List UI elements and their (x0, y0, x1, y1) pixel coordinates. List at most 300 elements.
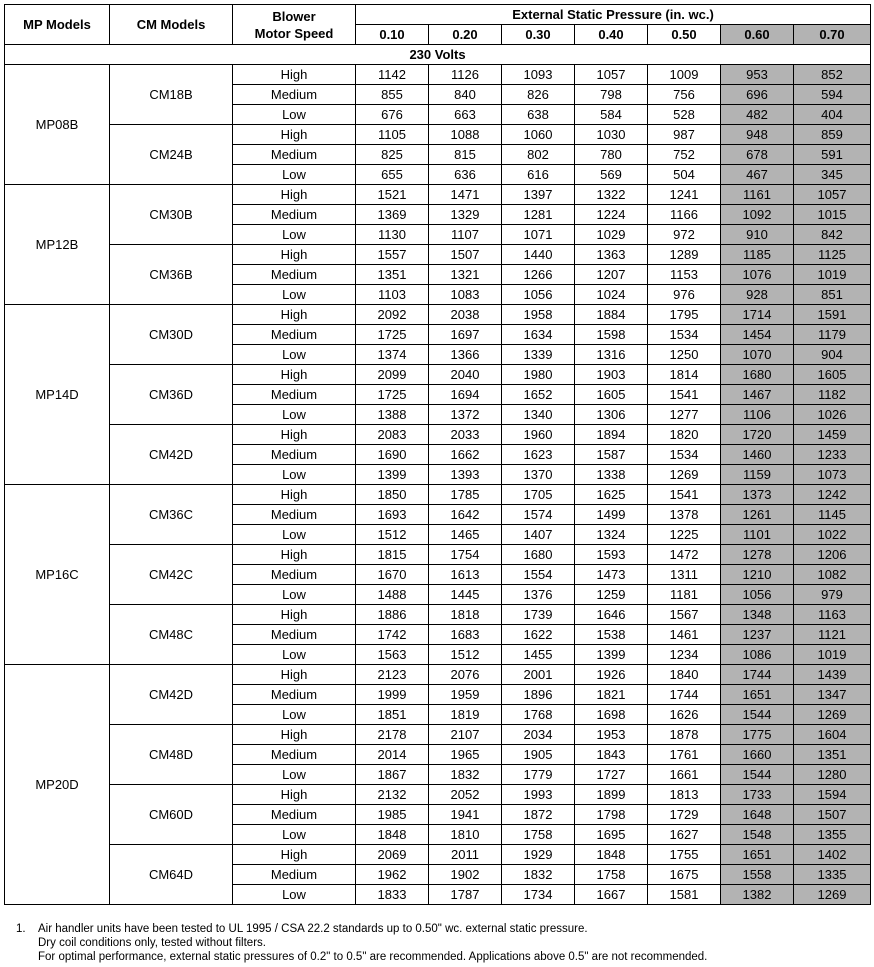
airflow-value-cell: 1554 (502, 565, 575, 585)
blower-speed-cell: Medium (233, 325, 356, 345)
airflow-value-cell: 1340 (502, 405, 575, 425)
airflow-value-cell: 1488 (356, 585, 429, 605)
airflow-value-cell: 1929 (502, 845, 575, 865)
airflow-value-cell: 1563 (356, 645, 429, 665)
airflow-value-cell: 1962 (356, 865, 429, 885)
airflow-value-cell: 1103 (356, 285, 429, 305)
airflow-value-cell: 528 (648, 105, 721, 125)
blower-speed-cell: High (233, 545, 356, 565)
airflow-value-cell: 1210 (721, 565, 794, 585)
header-external-static-pressure: External Static Pressure (in. wc.) (356, 5, 871, 25)
airflow-value-cell: 1534 (648, 445, 721, 465)
airflow-value-cell: 1725 (356, 385, 429, 405)
airflow-value-cell: 1355 (794, 825, 871, 845)
airflow-value-cell: 1233 (794, 445, 871, 465)
airflow-value-cell: 1714 (721, 305, 794, 325)
airflow-value-cell: 1125 (794, 245, 871, 265)
airflow-value-cell: 1322 (575, 185, 648, 205)
airflow-value-cell: 1899 (575, 785, 648, 805)
table-row (5, 605, 871, 625)
airflow-value-cell: 1758 (502, 825, 575, 845)
airflow-value-cell: 1958 (502, 305, 575, 325)
airflow-value-cell: 1071 (502, 225, 575, 245)
table-row (5, 245, 871, 265)
airflow-value-cell: 1541 (648, 385, 721, 405)
airflow-value-cell: 1821 (575, 685, 648, 705)
section-row (5, 45, 871, 65)
table-row (5, 365, 871, 385)
airflow-value-cell: 1086 (721, 645, 794, 665)
blower-speed-cell: High (233, 605, 356, 625)
airflow-value-cell: 1985 (356, 805, 429, 825)
airflow-value-cell: 2001 (502, 665, 575, 685)
airflow-value-cell: 1820 (648, 425, 721, 445)
airflow-value-cell: 1057 (575, 65, 648, 85)
airflow-value-cell: 1335 (794, 865, 871, 885)
table-row (5, 785, 871, 805)
airflow-value-cell: 1142 (356, 65, 429, 85)
blower-speed-cell: High (233, 665, 356, 685)
airflow-value-cell: 1512 (429, 645, 502, 665)
airflow-value-cell: 1832 (502, 865, 575, 885)
airflow-value-cell: 1181 (648, 585, 721, 605)
airflow-value-cell: 1848 (356, 825, 429, 845)
airflow-value-cell: 756 (648, 85, 721, 105)
airflow-value-cell: 1507 (794, 805, 871, 825)
airflow-value-cell: 1558 (721, 865, 794, 885)
airflow-value-cell: 1121 (794, 625, 871, 645)
pressure-header: 0.30 (502, 25, 575, 45)
table-row (5, 65, 871, 85)
airflow-value-cell: 859 (794, 125, 871, 145)
airflow-value-cell: 1694 (429, 385, 502, 405)
airflow-value-cell: 1695 (575, 825, 648, 845)
cm-model-cell: CM42C (110, 545, 233, 605)
airflow-value-cell: 1754 (429, 545, 502, 565)
blower-speed-cell: Low (233, 465, 356, 485)
airflow-value-cell: 1814 (648, 365, 721, 385)
airflow-value-cell: 1626 (648, 705, 721, 725)
airflow-value-cell: 1651 (721, 845, 794, 865)
table-row (5, 125, 871, 145)
airflow-value-cell: 696 (721, 85, 794, 105)
blower-speed-cell: Low (233, 225, 356, 245)
airflow-value-cell: 1185 (721, 245, 794, 265)
airflow-value-cell: 1642 (429, 505, 502, 525)
airflow-value-cell: 2052 (429, 785, 502, 805)
airflow-value-cell: 1316 (575, 345, 648, 365)
airflow-value-cell: 1093 (502, 65, 575, 85)
airflow-value-cell: 1833 (356, 885, 429, 905)
airflow-value-cell: 1393 (429, 465, 502, 485)
airflow-value-cell: 1439 (794, 665, 871, 685)
airflow-value-cell: 1153 (648, 265, 721, 285)
blower-speed-cell: High (233, 785, 356, 805)
header-cm-models: CM Models (110, 5, 233, 45)
airflow-value-cell: 1662 (429, 445, 502, 465)
airflow-value-cell: 1953 (575, 725, 648, 745)
airflow-value-cell: 1768 (502, 705, 575, 725)
airflow-value-cell: 1598 (575, 325, 648, 345)
mp-model-cell: MP08B (5, 65, 110, 185)
blower-speed-cell: Low (233, 585, 356, 605)
airflow-value-cell: 1591 (794, 305, 871, 325)
airflow-value-cell: 780 (575, 145, 648, 165)
airflow-value-cell: 1761 (648, 745, 721, 765)
blower-speed-cell: High (233, 305, 356, 325)
airflow-value-cell: 1070 (721, 345, 794, 365)
airflow-value-cell: 1266 (502, 265, 575, 285)
airflow-value-cell: 1092 (721, 205, 794, 225)
airflow-value-cell: 1843 (575, 745, 648, 765)
airflow-value-cell: 752 (648, 145, 721, 165)
airflow-value-cell: 1605 (794, 365, 871, 385)
table-row (5, 725, 871, 745)
airflow-value-cell: 1370 (502, 465, 575, 485)
airflow-value-cell: 1832 (429, 765, 502, 785)
airflow-value-cell: 1407 (502, 525, 575, 545)
airflow-value-cell: 1130 (356, 225, 429, 245)
airflow-value-cell: 504 (648, 165, 721, 185)
blower-speed-cell: Medium (233, 85, 356, 105)
blower-speed-cell: High (233, 725, 356, 745)
airflow-value-cell: 1445 (429, 585, 502, 605)
airflow-value-cell: 1959 (429, 685, 502, 705)
airflow-value-cell: 1755 (648, 845, 721, 865)
header-mp-models: MP Models (5, 5, 110, 45)
airflow-value-cell: 1454 (721, 325, 794, 345)
blower-speed-cell: High (233, 845, 356, 865)
blower-speed-cell: Medium (233, 445, 356, 465)
cm-model-cell: CM48D (110, 725, 233, 785)
table-row (5, 545, 871, 565)
airflow-value-cell: 2038 (429, 305, 502, 325)
airflow-value-cell: 855 (356, 85, 429, 105)
blower-speed-cell: Low (233, 525, 356, 545)
airflow-value-cell: 1269 (794, 885, 871, 905)
airflow-value-cell: 663 (429, 105, 502, 125)
airflow-value-cell: 1670 (356, 565, 429, 585)
blower-speed-cell: Medium (233, 565, 356, 585)
airflow-value-cell: 1980 (502, 365, 575, 385)
airflow-value-cell: 1960 (502, 425, 575, 445)
airflow-value-cell: 1289 (648, 245, 721, 265)
airflow-value-cell: 678 (721, 145, 794, 165)
airflow-value-cell: 1378 (648, 505, 721, 525)
airflow-value-cell: 979 (794, 585, 871, 605)
footnote-line: Dry coil conditions only, tested without filters. (38, 937, 266, 949)
airflow-value-cell: 1259 (575, 585, 648, 605)
cm-model-cell: CM30B (110, 185, 233, 245)
cm-model-cell: CM18B (110, 65, 233, 125)
airflow-value-cell: 1667 (575, 885, 648, 905)
blower-speed-cell: Low (233, 705, 356, 725)
airflow-value-cell: 1534 (648, 325, 721, 345)
airflow-value-cell: 1460 (721, 445, 794, 465)
cm-model-cell: CM30D (110, 305, 233, 365)
airflow-value-cell: 1903 (575, 365, 648, 385)
airflow-value-cell: 1733 (721, 785, 794, 805)
airflow-value-cell: 1376 (502, 585, 575, 605)
section-title: 230 Volts (5, 45, 871, 65)
airflow-value-cell: 1625 (575, 485, 648, 505)
airflow-value-cell: 1683 (429, 625, 502, 645)
airflow-value-cell: 638 (502, 105, 575, 125)
airflow-value-cell: 1785 (429, 485, 502, 505)
airflow-value-cell: 840 (429, 85, 502, 105)
airflow-value-cell: 1795 (648, 305, 721, 325)
airflow-value-cell: 852 (794, 65, 871, 85)
cm-model-cell: CM36D (110, 365, 233, 425)
airflow-value-cell: 1690 (356, 445, 429, 465)
airflow-value-cell: 1587 (575, 445, 648, 465)
airflow-value-cell: 1250 (648, 345, 721, 365)
blower-speed-cell: Medium (233, 385, 356, 405)
airflow-value-cell: 1207 (575, 265, 648, 285)
airflow-value-cell: 1593 (575, 545, 648, 565)
airflow-value-cell: 1311 (648, 565, 721, 585)
airflow-value-cell: 1348 (721, 605, 794, 625)
cm-model-cell: CM36C (110, 485, 233, 545)
blower-speed-cell: Low (233, 345, 356, 365)
cm-model-cell: CM60D (110, 785, 233, 845)
airflow-value-cell: 2132 (356, 785, 429, 805)
airflow-value-cell: 2069 (356, 845, 429, 865)
airflow-value-cell: 1775 (721, 725, 794, 745)
airflow-value-cell: 987 (648, 125, 721, 145)
airflow-value-cell: 1461 (648, 625, 721, 645)
table-row (5, 485, 871, 505)
airflow-value-cell: 1280 (794, 765, 871, 785)
airflow-value-cell: 1182 (794, 385, 871, 405)
airflow-table (4, 4, 871, 905)
airflow-value-cell: 972 (648, 225, 721, 245)
airflow-value-cell: 928 (721, 285, 794, 305)
airflow-value-cell: 1339 (502, 345, 575, 365)
airflow-value-cell: 1321 (429, 265, 502, 285)
airflow-value-cell: 584 (575, 105, 648, 125)
airflow-value-cell: 1538 (575, 625, 648, 645)
airflow-value-cell: 1605 (575, 385, 648, 405)
airflow-value-cell: 842 (794, 225, 871, 245)
blower-speed-cell: High (233, 125, 356, 145)
airflow-value-cell: 1459 (794, 425, 871, 445)
airflow-value-cell: 1544 (721, 705, 794, 725)
airflow-value-cell: 1399 (575, 645, 648, 665)
airflow-value-cell: 1101 (721, 525, 794, 545)
airflow-value-cell: 1622 (502, 625, 575, 645)
pressure-header: 0.50 (648, 25, 721, 45)
airflow-value-cell: 1725 (356, 325, 429, 345)
airflow-value-cell: 2014 (356, 745, 429, 765)
airflow-value-cell: 1473 (575, 565, 648, 585)
airflow-value-cell: 1993 (502, 785, 575, 805)
airflow-value-cell: 1269 (648, 465, 721, 485)
airflow-value-cell: 1815 (356, 545, 429, 565)
airflow-value-cell: 1697 (429, 325, 502, 345)
airflow-value-cell: 1798 (575, 805, 648, 825)
airflow-value-cell: 1742 (356, 625, 429, 645)
blower-speed-cell: High (233, 185, 356, 205)
airflow-value-cell: 2083 (356, 425, 429, 445)
blower-speed-cell: Low (233, 165, 356, 185)
airflow-value-cell: 2178 (356, 725, 429, 745)
mp-model-cell: MP16C (5, 485, 110, 665)
cm-model-cell: CM36B (110, 245, 233, 305)
airflow-value-cell: 1734 (502, 885, 575, 905)
airflow-value-cell: 1581 (648, 885, 721, 905)
airflow-value-cell: 1269 (794, 705, 871, 725)
airflow-value-cell: 1965 (429, 745, 502, 765)
footnote-line: For optimal performance, external static pressures of 0.2" to 0.5" are recommended. Applications above 0.5" are not recommended. (38, 951, 708, 963)
pressure-header: 0.60 (721, 25, 794, 45)
airflow-value-cell: 1818 (429, 605, 502, 625)
airflow-value-cell: 1306 (575, 405, 648, 425)
airflow-value-cell: 2033 (429, 425, 502, 445)
airflow-value-cell: 1813 (648, 785, 721, 805)
airflow-value-cell: 1351 (794, 745, 871, 765)
cm-model-cell: CM48C (110, 605, 233, 665)
airflow-value-cell: 1867 (356, 765, 429, 785)
airflow-value-cell: 1623 (502, 445, 575, 465)
airflow-value-cell: 594 (794, 85, 871, 105)
airflow-value-cell: 1009 (648, 65, 721, 85)
header-blower-line2: Motor Speed (254, 25, 334, 41)
table-row (5, 665, 871, 685)
blower-speed-cell: Low (233, 885, 356, 905)
pressure-header: 0.10 (356, 25, 429, 45)
airflow-value-cell: 1057 (794, 185, 871, 205)
header-blower-motor-speed (233, 5, 356, 45)
airflow-value-cell: 1145 (794, 505, 871, 525)
airflow-value-cell: 851 (794, 285, 871, 305)
airflow-value-cell: 1161 (721, 185, 794, 205)
airflow-value-cell: 1397 (502, 185, 575, 205)
airflow-value-cell: 1237 (721, 625, 794, 645)
airflow-value-cell: 802 (502, 145, 575, 165)
airflow-value-cell: 1840 (648, 665, 721, 685)
airflow-value-cell: 2034 (502, 725, 575, 745)
airflow-value-cell: 404 (794, 105, 871, 125)
airflow-value-cell: 1026 (794, 405, 871, 425)
airflow-value-cell: 1076 (721, 265, 794, 285)
airflow-value-cell: 1082 (794, 565, 871, 585)
airflow-value-cell: 1886 (356, 605, 429, 625)
footnote-text (38, 922, 707, 964)
pressure-header: 0.20 (429, 25, 502, 45)
airflow-value-cell: 1698 (575, 705, 648, 725)
airflow-value-cell: 1905 (502, 745, 575, 765)
table-row (5, 425, 871, 445)
airflow-value-cell: 2076 (429, 665, 502, 685)
airflow-value-cell: 655 (356, 165, 429, 185)
airflow-value-cell: 826 (502, 85, 575, 105)
blower-speed-cell: Low (233, 285, 356, 305)
airflow-value-cell: 1015 (794, 205, 871, 225)
airflow-value-cell: 1369 (356, 205, 429, 225)
airflow-value-cell: 1455 (502, 645, 575, 665)
airflow-value-cell: 1594 (794, 785, 871, 805)
airflow-value-cell: 1739 (502, 605, 575, 625)
airflow-value-cell: 1651 (721, 685, 794, 705)
airflow-value-cell: 1225 (648, 525, 721, 545)
airflow-value-cell: 1347 (794, 685, 871, 705)
airflow-value-cell: 1896 (502, 685, 575, 705)
airflow-value-cell: 1088 (429, 125, 502, 145)
airflow-value-cell: 1850 (356, 485, 429, 505)
airflow-value-cell: 1680 (721, 365, 794, 385)
airflow-value-cell: 1521 (356, 185, 429, 205)
airflow-value-cell: 1019 (794, 265, 871, 285)
airflow-value-cell: 825 (356, 145, 429, 165)
blower-speed-cell: Medium (233, 145, 356, 165)
airflow-value-cell: 1661 (648, 765, 721, 785)
blower-speed-cell: Medium (233, 265, 356, 285)
airflow-value-cell: 1634 (502, 325, 575, 345)
airflow-value-cell: 616 (502, 165, 575, 185)
airflow-value-cell: 1999 (356, 685, 429, 705)
airflow-value-cell: 1604 (794, 725, 871, 745)
airflow-value-cell: 1399 (356, 465, 429, 485)
cm-model-cell: CM42D (110, 665, 233, 725)
airflow-value-cell: 1166 (648, 205, 721, 225)
blower-speed-cell: High (233, 485, 356, 505)
airflow-value-cell: 1372 (429, 405, 502, 425)
airflow-value-cell: 1224 (575, 205, 648, 225)
airflow-value-cell: 1030 (575, 125, 648, 145)
footnote-number: 1. (16, 923, 26, 935)
airflow-value-cell: 636 (429, 165, 502, 185)
airflow-value-cell: 1338 (575, 465, 648, 485)
airflow-value-cell: 1060 (502, 125, 575, 145)
table-row (5, 305, 871, 325)
airflow-value-cell: 2099 (356, 365, 429, 385)
airflow-value-cell: 482 (721, 105, 794, 125)
airflow-value-cell: 1646 (575, 605, 648, 625)
airflow-value-cell: 1241 (648, 185, 721, 205)
airflow-value-cell: 2092 (356, 305, 429, 325)
airflow-value-cell: 1544 (721, 765, 794, 785)
cm-model-cell: CM64D (110, 845, 233, 905)
airflow-value-cell: 1810 (429, 825, 502, 845)
airflow-value-cell: 1056 (721, 585, 794, 605)
airflow-value-cell: 591 (794, 145, 871, 165)
airflow-value-cell: 1548 (721, 825, 794, 845)
airflow-value-cell: 1126 (429, 65, 502, 85)
airflow-value-cell: 1382 (721, 885, 794, 905)
airflow-value-cell: 1329 (429, 205, 502, 225)
pressure-header: 0.70 (794, 25, 871, 45)
airflow-value-cell: 1388 (356, 405, 429, 425)
airflow-value-cell: 2123 (356, 665, 429, 685)
airflow-value-cell: 1467 (721, 385, 794, 405)
airflow-value-cell: 1499 (575, 505, 648, 525)
airflow-value-cell: 1261 (721, 505, 794, 525)
airflow-value-cell: 948 (721, 125, 794, 145)
airflow-value-cell: 1693 (356, 505, 429, 525)
airflow-value-cell: 1660 (721, 745, 794, 765)
airflow-value-cell: 1324 (575, 525, 648, 545)
airflow-value-cell: 1179 (794, 325, 871, 345)
airflow-value-cell: 1779 (502, 765, 575, 785)
blower-speed-cell: Low (233, 405, 356, 425)
airflow-value-cell: 1471 (429, 185, 502, 205)
airflow-value-cell: 1024 (575, 285, 648, 305)
airflow-value-cell: 1056 (502, 285, 575, 305)
table-row (5, 185, 871, 205)
airflow-value-cell: 1729 (648, 805, 721, 825)
blower-speed-cell: Medium (233, 205, 356, 225)
